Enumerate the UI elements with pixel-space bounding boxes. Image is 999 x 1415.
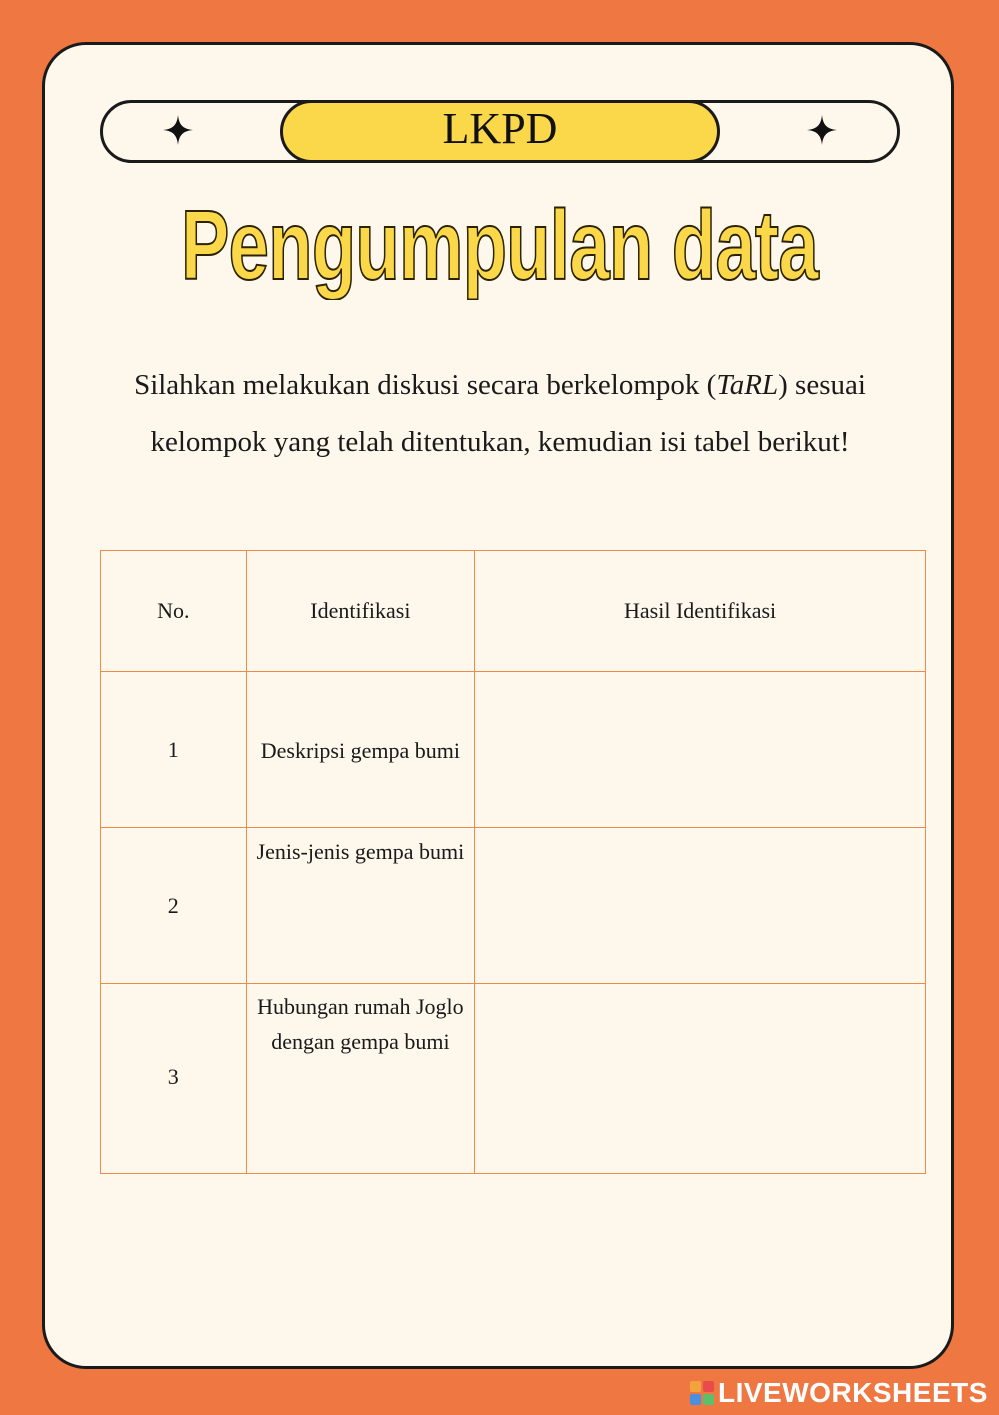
sparkle-icon (162, 114, 194, 146)
answer-cell[interactable] (475, 828, 926, 984)
answer-cell[interactable] (475, 984, 926, 1174)
row-number: 1 (101, 672, 247, 828)
row-identifikasi: Hubungan rumah Joglo dengan gempa bumi (246, 984, 475, 1174)
instruction-suffix: ) sesuai kelompok yang telah ditentukan, kemudian isi tabel berikut! (150, 369, 866, 458)
identification-table (100, 550, 926, 1174)
watermark-text: LIVEWORKSHEETS (718, 1377, 988, 1408)
column-header-identifikasi: Identifikasi (246, 551, 475, 672)
answer-cell[interactable] (475, 672, 926, 828)
table-row (101, 828, 926, 984)
column-header-hasil: Hasil Identifikasi (475, 551, 926, 672)
liveworksheets-logo-icon (690, 1381, 714, 1405)
column-header-no: No. (101, 551, 247, 672)
liveworksheets-watermark (690, 1377, 988, 1409)
row-identifikasi: Deskripsi gempa bumi (246, 672, 475, 828)
instruction-prefix: Silahkan melakukan diskusi secara berkelompok ( (134, 369, 717, 401)
row-number: 3 (101, 984, 247, 1174)
row-number: 2 (101, 828, 247, 984)
instruction-emphasis: TaRL (716, 369, 779, 401)
row-identifikasi: Jenis-jenis gempa bumi (246, 828, 475, 984)
lkpd-badge: LKPD (280, 100, 720, 163)
instruction-text (100, 357, 900, 471)
table-row (101, 984, 926, 1174)
sparkle-icon (806, 114, 838, 146)
page-title: Pengumpulan data (181, 190, 818, 300)
table-header-row (101, 551, 926, 672)
table-row (101, 672, 926, 828)
